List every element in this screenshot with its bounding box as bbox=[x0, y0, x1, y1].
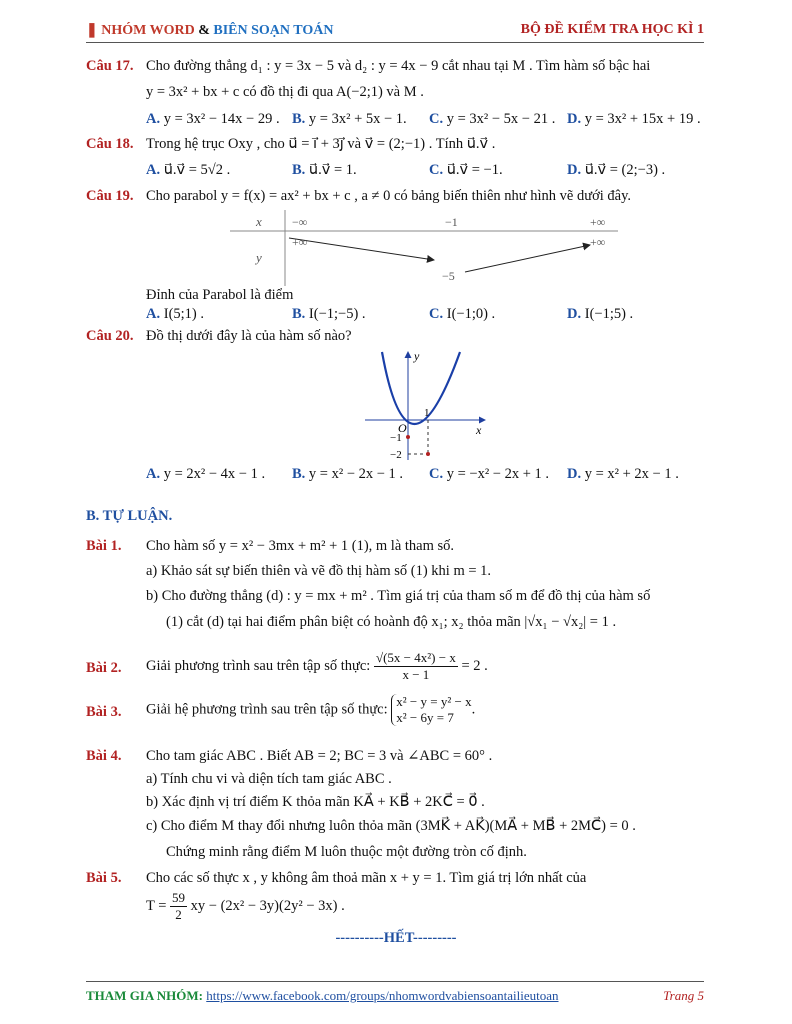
b2-stem: Giải phương trình sau trên tập số thực: $\frac{\text{√(5x − 4x²) − x}}{x - 1}$ = 2 . bbox=[146, 650, 488, 682]
graph-x-label: x bbox=[476, 423, 482, 437]
b4-stem: Cho tam giác ABC . Biết AB = 2; BC = 3 và ∠ABC = 60° . bbox=[146, 748, 493, 764]
b5-fraction: $\frac{59}{2}$ bbox=[172, 890, 186, 922]
parabol-graph bbox=[360, 348, 490, 463]
b4-c-1: c) Cho điểm M thay đổi nhưng luôn thỏa mãn (3MK⃗ + AK⃗)(MA⃗ + MB⃗ + 2MC⃗) = 0 . bbox=[146, 818, 636, 834]
q20-opt-b: B. y = x² − 2x − 1 . bbox=[292, 466, 404, 482]
table-y-2: −5 bbox=[442, 269, 455, 283]
b3-stem: Giải hệ phương trình sau trên tập số thực: x² − y = y² − x x² − 6y = 7. bbox=[146, 694, 476, 725]
q20-opt-d: D. y = x² + 2x − 1 . bbox=[567, 466, 679, 482]
footer-label: THAM GIA NHÓM: bbox=[86, 988, 203, 1003]
b1-stem: Cho hàm số y = x² − 3mx + m² + 1 (1), m là tham số. bbox=[146, 538, 455, 554]
end-marker: ----------HẾT--------- bbox=[335, 930, 457, 946]
section-b-title: B. TỰ LUẬN. bbox=[86, 508, 173, 524]
graph-minus2: −2 bbox=[390, 449, 402, 461]
footer-link[interactable]: https://www.facebook.com/groups/nhomwordvabiensoantailieutoan bbox=[206, 988, 559, 1003]
b1-b-1: b) Cho đường thẳng (d) : y = mx + m² . Tìm giá trị của tham số m để đồ thị của hàm số bbox=[146, 588, 651, 604]
b1-b-2: (1) cắt (d) tại hai điểm phân biệt có hoành độ x₁; x₂ thỏa mãn |√x₁ − √x₂| = 1 . bbox=[166, 614, 617, 630]
q18-label: Câu 18. bbox=[86, 136, 134, 152]
q17-opt-c: C. y = 3x² − 5x − 21 . bbox=[429, 111, 556, 127]
page-footer bbox=[86, 981, 704, 1004]
q18-opt-d: D. u⃗.v⃗ = (2;−3) . bbox=[567, 162, 666, 178]
table-x-label: x bbox=[256, 214, 262, 229]
q17-opt-b: B. y = 3x² + 5x − 1. bbox=[292, 111, 407, 127]
q17-stem-1: Cho đường thẳng d₁ : y = 3x − 5 và d₂ : y = 4x − 9 cắt nhau tại M . Tìm hàm số bậc hai bbox=[146, 58, 651, 74]
header-group-name: ❚ NHÓM WORD & BIÊN SOẠN TOÁN bbox=[86, 23, 334, 38]
b4-c-2: Chứng minh rằng điểm M luôn thuộc một đường tròn cố định. bbox=[166, 844, 527, 860]
q20-stem: Đồ thị dưới đây là của hàm số nào? bbox=[146, 328, 352, 344]
b5-stem: Cho các số thực x , y không âm thoả mãn x + y = 1. Tìm giá trị lớn nhất của bbox=[146, 870, 587, 886]
table-x-1: −∞ bbox=[292, 215, 308, 229]
variation-table bbox=[230, 210, 620, 288]
table-y-label: y bbox=[256, 250, 262, 265]
table-y-3: +∞ bbox=[590, 235, 606, 249]
header-title: BỘ ĐỀ KIỂM TRA HỌC KÌ 1 bbox=[520, 22, 704, 37]
table-x-3: +∞ bbox=[590, 215, 606, 229]
b1-label: Bài 1. bbox=[86, 538, 122, 554]
graph-origin: O bbox=[398, 421, 407, 435]
q19-label: Câu 19. bbox=[86, 188, 134, 204]
q18-opt-a: A. u⃗.v⃗ = 5√2 . bbox=[146, 162, 231, 178]
graph-one: 1 bbox=[424, 407, 430, 419]
q18-opt-c: C. u⃗.v⃗ = −1. bbox=[429, 162, 503, 178]
q20-opt-c: C. y = −x² − 2x + 1 . bbox=[429, 466, 550, 482]
logo-icon: ❚ bbox=[86, 23, 98, 38]
q17-opt-d: D. y = 3x² + 15x + 19 . bbox=[567, 111, 701, 127]
graph-minus1: −1 bbox=[390, 432, 402, 444]
q17-stem-2: y = 3x² + bx + c có đồ thị đi qua A(−2;1) và M . bbox=[146, 84, 424, 100]
b3-system: x² − y = y² − x x² − 6y = 7 bbox=[391, 694, 471, 726]
q19-opt-d: D. I(−1;5) . bbox=[567, 306, 634, 322]
page-header bbox=[86, 20, 704, 43]
b4-a: a) Tính chu vi và diện tích tam giác ABC . bbox=[146, 771, 392, 787]
b5-label: Bài 5. bbox=[86, 870, 122, 886]
b3-label: Bài 3. bbox=[86, 704, 122, 720]
b2-label: Bài 2. bbox=[86, 660, 122, 676]
q19-opt-a: A. I(5;1) . bbox=[146, 306, 204, 322]
q19-ask: Đỉnh của Parabol là điểm bbox=[146, 287, 294, 303]
q17-opt-a: A. y = 3x² − 14x − 29 . bbox=[146, 111, 280, 127]
b4-label: Bài 4. bbox=[86, 748, 122, 764]
q19-opt-c: C. I(−1;0) . bbox=[429, 306, 496, 322]
q17-label: Câu 17. bbox=[86, 58, 134, 74]
b2-fraction: $\frac{\text{√(5x − 4x²) − x}}{x - 1}$ bbox=[375, 650, 456, 682]
page-number: Trang 5 bbox=[663, 988, 704, 1003]
q19-stem: Cho parabol y = f(x) = ax² + bx + c , a ≠ 0 có bảng biến thiên như hình vẽ dưới đây. bbox=[146, 188, 632, 204]
q20-opt-a: A. y = 2x² − 4x − 1 . bbox=[146, 466, 266, 482]
q19-opt-b: B. I(−1;−5) . bbox=[292, 306, 366, 322]
b5-expression: T = $\frac{59}{2}$ xy − (2x² − 3y)(2y² − 3x) . bbox=[146, 890, 345, 922]
b1-a: a) Khảo sát sự biến thiên và vẽ đồ thị hàm số (1) khi m = 1. bbox=[146, 563, 492, 579]
graph-y-label: y bbox=[414, 349, 420, 363]
b4-b: b) Xác định vị trí điểm K thỏa mãn KA⃗ + KB⃗ + 2KC⃗ = 0⃗ . bbox=[146, 794, 485, 810]
table-y-1: +∞ bbox=[292, 235, 308, 249]
q20-label: Câu 20. bbox=[86, 328, 134, 344]
q18-opt-b: B. u⃗.v⃗ = 1. bbox=[292, 162, 357, 178]
q18-stem: Trong hệ trục Oxy , cho u⃗ = i⃗ + 3j⃗ và v⃗ = (2;−1) . Tính u⃗.v⃗ . bbox=[146, 136, 496, 152]
table-x-2: −1 bbox=[445, 215, 458, 229]
